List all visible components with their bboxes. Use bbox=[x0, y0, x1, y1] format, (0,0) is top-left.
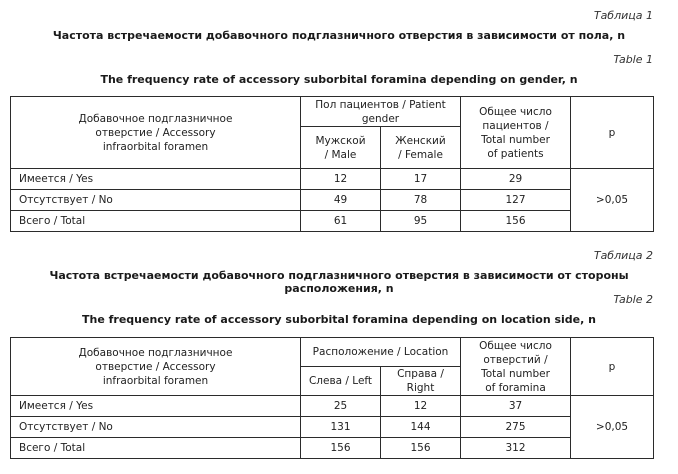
cell-col1: 131 bbox=[301, 417, 381, 438]
cell-total: 37 bbox=[461, 396, 571, 417]
row-label: Всего / Total bbox=[11, 211, 301, 232]
cell-col2: 156 bbox=[381, 438, 461, 459]
row-label: Имеется / Yes bbox=[11, 169, 301, 190]
table2-header-feature: Добавочное подглазничное отверстие / Accessory infraorbital foramen bbox=[11, 338, 301, 396]
cell-total: 156 bbox=[461, 211, 571, 232]
cell-total: 29 bbox=[461, 169, 571, 190]
table1-caption-en: The frequency rate of accessory suborbital foramina depending on gender, n bbox=[100, 73, 578, 86]
cell-total: 275 bbox=[461, 417, 571, 438]
table2-p-value: >0,05 bbox=[571, 396, 654, 459]
table2-header-row-1 bbox=[11, 338, 654, 367]
table1-p-value: >0,05 bbox=[571, 169, 654, 232]
table1-label-ru: Таблица 1 bbox=[593, 9, 653, 22]
table1-header-col2: Женский / Female bbox=[381, 127, 461, 169]
row-label: Отсутствует / No bbox=[11, 190, 301, 211]
table1-header-row-1 bbox=[11, 97, 654, 127]
table2-label-en: Table 2 bbox=[613, 293, 653, 306]
cell-total: 127 bbox=[461, 190, 571, 211]
table2 bbox=[10, 337, 654, 459]
cell-col1: 12 bbox=[301, 169, 381, 190]
cell-col1: 49 bbox=[301, 190, 381, 211]
table1-header-group: Пол пациентов / Patient gender bbox=[301, 97, 461, 127]
cell-col2: 95 bbox=[381, 211, 461, 232]
table2-header-p: p bbox=[571, 338, 654, 396]
table1-caption-ru: Частота встречаемости добавочного подглазничного отверстия в зависимости от пола, n bbox=[52, 29, 626, 42]
table2-label-ru: Таблица 2 bbox=[593, 249, 653, 262]
table1-header-feature: Добавочное подглазничное отверстие / Accessory infraorbital foramen bbox=[11, 97, 301, 169]
table2-header-group: Расположение / Location bbox=[301, 338, 461, 367]
table2-header-col1: Слева / Left bbox=[301, 367, 381, 396]
row-label: Отсутствует / No bbox=[11, 417, 301, 438]
cell-col1: 156 bbox=[301, 438, 381, 459]
table1-header-total: Общее число пациентов / Total number of patients bbox=[461, 97, 571, 169]
table-row bbox=[11, 417, 654, 438]
table-row bbox=[11, 438, 654, 459]
table1-label-en: Table 1 bbox=[613, 53, 653, 66]
cell-col2: 144 bbox=[381, 417, 461, 438]
table2-caption-en: The frequency rate of accessory suborbital foramina depending on location side, n bbox=[82, 313, 596, 326]
table-row bbox=[11, 211, 654, 232]
row-label: Имеется / Yes bbox=[11, 396, 301, 417]
cell-col2: 17 bbox=[381, 169, 461, 190]
cell-total: 312 bbox=[461, 438, 571, 459]
table-row bbox=[11, 396, 654, 417]
table2-header-total: Общее число отверстий / Total number of foramina bbox=[461, 338, 571, 396]
cell-col1: 25 bbox=[301, 396, 381, 417]
table-row bbox=[11, 190, 654, 211]
cell-col2: 12 bbox=[381, 396, 461, 417]
table1 bbox=[10, 96, 654, 232]
table2-caption-ru: Частота встречаемости добавочного подглазничного отверстия в зависимости от стороны расположения, n bbox=[49, 269, 629, 295]
table1-header-p: p bbox=[571, 97, 654, 169]
cell-col2: 78 bbox=[381, 190, 461, 211]
table1-header-col1: Мужской / Male bbox=[301, 127, 381, 169]
row-label: Всего / Total bbox=[11, 438, 301, 459]
table2-header-col2: Справа / Right bbox=[381, 367, 461, 396]
cell-col1: 61 bbox=[301, 211, 381, 232]
table-row bbox=[11, 169, 654, 190]
